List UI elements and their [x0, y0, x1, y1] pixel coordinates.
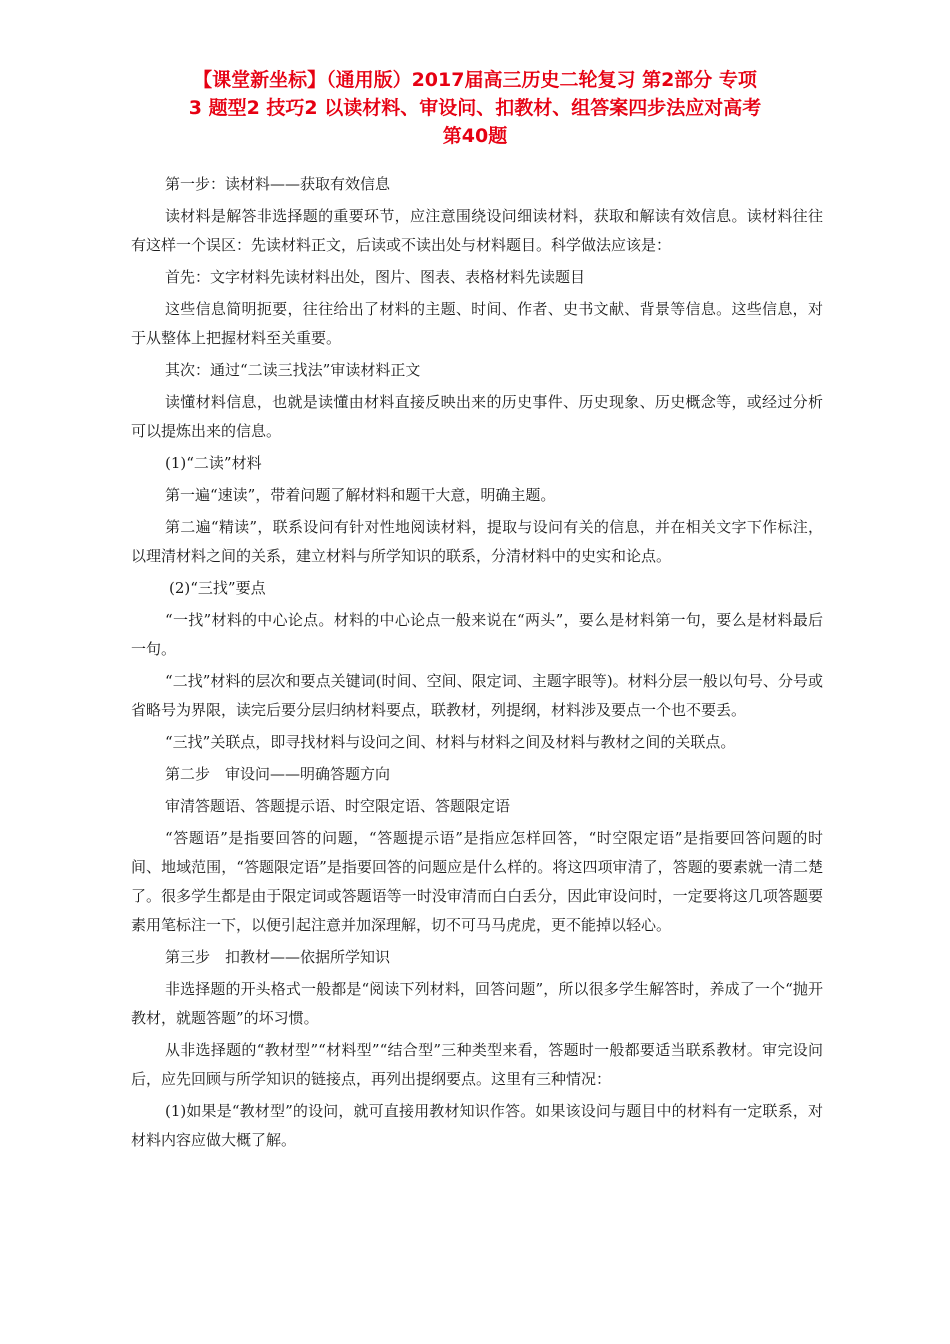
- paragraph: 审清答题语、答题提示语、时空限定语、答题限定语: [165, 797, 511, 815]
- document-body: [131, 170, 823, 1158]
- paragraph: 这些信息简明扼要，往往给出了材料的主题、时间、作者、史书文献、背景等信息。这些信息，对于从整体上把握材料至关重要。: [131, 300, 823, 347]
- step3-heading: 第三步 扣教材——依据所学知识: [165, 948, 391, 966]
- paragraph: 从非选择题的“教材型”“材料型”“结合型”三种类型来看，答题时一般都要适当联系教材。审完设问后，应先回顾与所学知识的链接点，再列出提纲要点。这里有三种情况：: [131, 1041, 823, 1088]
- paragraph: 其次：通过“二读三找法”审读材料正文: [165, 361, 421, 379]
- paragraph: 第二遍“精读”，联系设问有针对性地阅读材料，提取与设问有关的信息，并在相关文字下作标注，以理清材料之间的关系，建立材料与所学知识的联系，分清材料中的史实和论点。: [131, 518, 823, 565]
- subheading-two-reads: (1)“二读”材料: [165, 454, 262, 472]
- paragraph: “三找”关联点，即寻找材料与设问之间、材料与材料之间及材料与教材之间的关联点。: [165, 733, 736, 751]
- subheading-three-finds: (2)“三找”要点: [169, 579, 266, 597]
- paragraph: “一找”材料的中心论点。材料的中心论点一般来说在“两头”，要么是材料第一句，要么是材料最后一句。: [131, 611, 823, 658]
- paragraph: 读材料是解答非选择题的重要环节，应注意围绕设问细读材料，获取和解读有效信息。读材料往往有这样一个误区：先读材料正文，后读或不读出处与材料题目。科学做法应该是：: [131, 207, 823, 254]
- paragraph: 非选择题的开头格式一般都是“阅读下列材料，回答问题”，所以很多学生解答时，养成了一个“抛开教材，就题答题”的坏习惯。: [131, 980, 823, 1027]
- paragraph: “答题语”是指要回答的问题，“答题提示语”是指应怎样回答，“时空限定语”是指要回答问题的时间、地域范围，“答题限定语”是指要回答的问题应是什么样的。将这四项审清了，答题的要素就一清二楚了。很多学生都是由于限定词或答题语等一时没审清而白白丢分，因此审设问时，一定要将这几项答题要素用笔标注一下，以便引起注意并加深理解，切不可马马虎虎，更不能掉以轻心。: [131, 829, 823, 934]
- title-line-2: 3 题型2 技巧2 以读材料、审设问、扣教材、组答案四步法应对高考: [188, 97, 762, 119]
- title-line-3: 第40题: [442, 125, 508, 147]
- document-title: [120, 66, 830, 150]
- title-line-1: 【课堂新坐标】（通用版）2017届高三历史二轮复习 第2部分 专项: [193, 69, 757, 91]
- paragraph: 首先：文字材料先读材料出处，图片、图表、表格材料先读题目: [165, 268, 586, 286]
- paragraph: 第一遍“速读”，带着问题了解材料和题干大意，明确主题。: [165, 486, 556, 504]
- paragraph: “二找”材料的层次和要点关键词(时间、空间、限定词、主题字眼等)。材料分层一般以句号、分号或省略号为界限，读完后要分层归纳材料要点，联教材，列提纲，材料涉及要点一个也不要丢。: [131, 672, 823, 719]
- paragraph: 读懂材料信息，也就是读懂由材料直接反映出来的历史事件、历史现象、历史概念等，或经过分析可以提炼出来的信息。: [131, 393, 823, 440]
- step1-heading: 第一步：读材料——获取有效信息: [165, 175, 391, 193]
- paragraph: (1)如果是“教材型”的设问，就可直接用教材知识作答。如果该设问与题目中的材料有一定联系，对材料内容应做大概了解。: [131, 1102, 823, 1149]
- step2-heading: 第二步 审设问——明确答题方向: [165, 765, 391, 783]
